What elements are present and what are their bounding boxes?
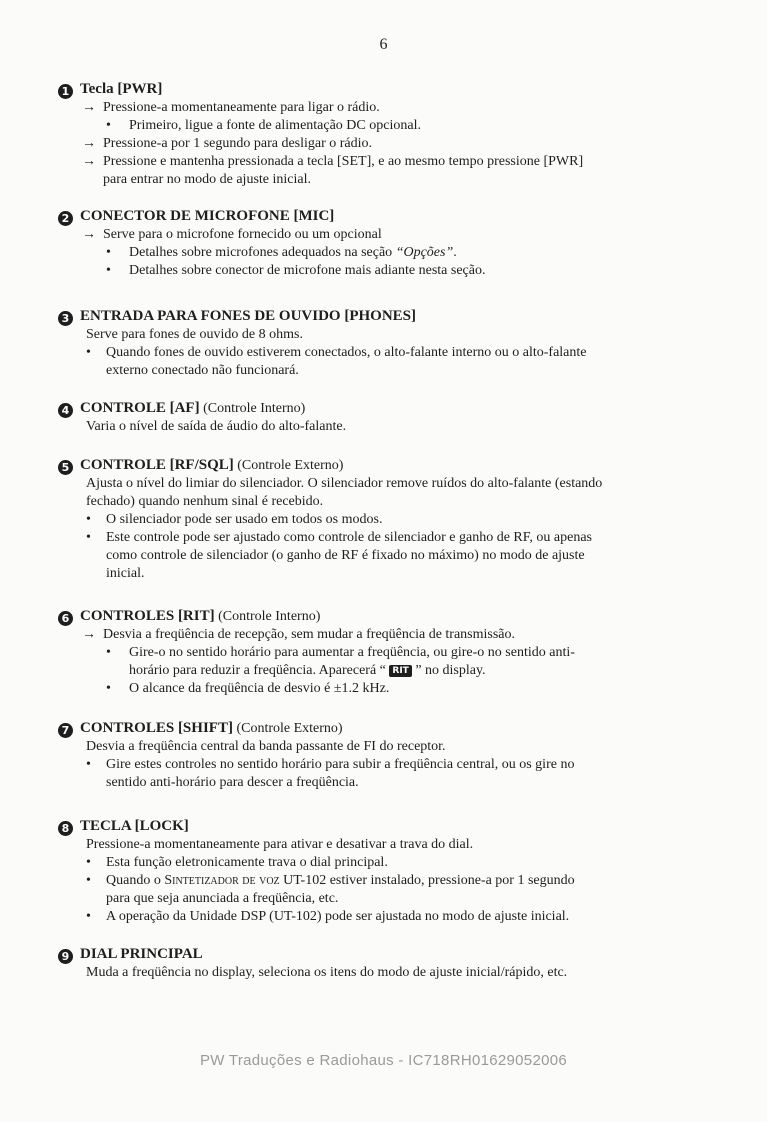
bullet-item-cont: para que seja anunciada a freqüência, etc.	[106, 891, 339, 906]
section-heading	[58, 80, 658, 99]
bullet-item: • A operação da Unidade DSP (UT-102) pode ser ajustada no modo de ajuste inicial.	[86, 909, 570, 924]
arrow-icon: →	[82, 227, 96, 242]
bullet-item: • Este controle pode ser ajustado como controle de silenciador e ganho de RF, ou apenas	[86, 530, 593, 545]
bullet-icon: •	[86, 909, 91, 924]
section-heading	[58, 307, 658, 326]
section-heading: 6 CONTROLES [RIT] (Controle Interno)	[58, 607, 658, 626]
section-lock	[58, 817, 658, 926]
heading-title: CONECTOR DE MICROFONE [MIC]	[80, 208, 335, 224]
heading-title: CONTROLE [AF]	[80, 400, 200, 416]
bullet-item-cont: como controle de silenciador (o ganho de RF é fixado no máximo) no modo de ajuste	[106, 548, 585, 563]
number-marker: 3	[58, 311, 73, 326]
number-marker: 2	[58, 211, 73, 226]
bullet-item: • Gire-o no sentido horário para aumentar a freqüência, ou gire-o no sentido anti-	[106, 645, 575, 660]
text-line: Varia o nível de saída de áudio do alto-falante.	[86, 419, 347, 434]
bullet-icon: •	[106, 245, 111, 260]
number-marker: 1	[58, 84, 73, 99]
arrow-icon: →	[82, 100, 96, 115]
bullet-icon: •	[106, 681, 111, 696]
rit-indicator-icon: RIT	[389, 665, 411, 677]
text-line: Pressione-a momentaneamente para ativar e desativar a trava do dial.	[86, 837, 474, 852]
bullet-icon: •	[86, 530, 91, 545]
bullet-icon: •	[86, 873, 91, 888]
number-marker: 9	[58, 949, 73, 964]
number-marker: 6	[58, 611, 73, 626]
bullet-icon: •	[86, 512, 91, 527]
bullet-item-cont: horário para reduzir a freqüência. Aparecerá “ RIT ” no display.	[129, 663, 486, 678]
section-pwr	[58, 80, 658, 189]
section-mic	[58, 207, 658, 280]
arrow-item: → Serve para o microfone fornecido ou um opcional	[82, 227, 382, 242]
bullet-item: • O silenciador pode ser usado em todos os modos.	[86, 512, 383, 527]
bullet-item: • Quando o Sintetizador de voz UT-102 estiver instalado, pressione-a por 1 segundo	[86, 873, 575, 888]
number-marker: 7	[58, 723, 73, 738]
bullet-item: • Esta função eletronicamente trava o dial principal.	[86, 855, 388, 870]
text-line: Serve para fones de ouvido de 8 ohms.	[86, 327, 303, 342]
page-number: 6	[379, 36, 388, 53]
section-heading: 7 CONTROLES [SHIFT] (Controle Externo)	[58, 719, 658, 738]
heading-title: TECLA [LOCK]	[80, 818, 189, 834]
text-line: Muda a freqüência no display, seleciona os itens do modo de ajuste inicial/rápido, etc.	[86, 965, 568, 980]
arrow-item: → Desvia a freqüência de recepção, sem mudar a freqüência de transmissão.	[82, 627, 516, 642]
heading-title: Tecla [PWR]	[80, 81, 163, 97]
heading-title: CONTROLES [SHIFT]	[80, 720, 233, 736]
section-af	[58, 399, 658, 436]
bullet-item: • Quando fones de ouvido estiverem conectados, o alto-falante interno ou o alto-falante	[86, 345, 587, 360]
number-marker: 5	[58, 460, 73, 475]
arrow-item-cont: para entrar no modo de ajuste inicial.	[103, 172, 311, 187]
bullet-item: • Detalhes sobre conector de microfone mais adiante nesta seção.	[106, 263, 486, 278]
bullet-icon: •	[106, 645, 111, 660]
text-line: Desvia a freqüência central da banda passante de FI do receptor.	[86, 739, 446, 754]
section-heading	[58, 945, 658, 964]
bullet-item: • Primeiro, ligue a fonte de alimentação DC opcional.	[106, 118, 421, 133]
section-rf-sql	[58, 456, 658, 583]
bullet-icon: •	[86, 855, 91, 870]
bullet-icon: •	[106, 263, 111, 278]
bullet-item: • Detalhes sobre microfones adequados na seção “Opções”.	[106, 245, 457, 260]
text-line: fechado) quando nenhum sinal é recebido.	[86, 494, 324, 509]
heading-title: CONTROLE [RF/SQL]	[80, 457, 234, 473]
bullet-item-cont: inicial.	[106, 566, 145, 581]
arrow-icon: →	[82, 154, 96, 169]
section-phones	[58, 307, 658, 380]
section-heading: 4 CONTROLE [AF] (Controle Interno)	[58, 399, 658, 418]
bullet-icon: •	[106, 118, 111, 133]
heading-title: CONTROLES [RIT]	[80, 608, 215, 624]
bullet-item: • O alcance da freqüência de desvio é ±1.2 kHz.	[106, 681, 390, 696]
number-marker: 8	[58, 821, 73, 836]
footer-watermark: PW Traduções e Radiohaus - IC718RH01629052006	[199, 1052, 568, 1069]
heading-title: ENTRADA PARA FONES DE OUVIDO [PHONES]	[80, 308, 416, 324]
bullet-item-cont: externo conectado não funcionará.	[106, 363, 299, 378]
bullet-icon: •	[86, 757, 91, 772]
arrow-item: → Pressione-a por 1 segundo para desligar o rádio.	[82, 136, 373, 151]
text-line: Ajusta o nível do limiar do silenciador. O silenciador remove ruídos do alto-falante (estando	[86, 476, 603, 491]
section-heading	[58, 207, 658, 226]
arrow-icon: →	[82, 136, 96, 151]
heading-title: DIAL PRINCIPAL	[80, 946, 203, 962]
section-heading	[58, 817, 658, 836]
bullet-item: • Gire estes controles no sentido horário para subir a freqüência central, ou os gire no	[86, 757, 575, 772]
section-heading: 5 CONTROLE [RF/SQL] (Controle Externo)	[58, 456, 658, 475]
bullet-item-cont: sentido anti-horário para descer a freqüência.	[106, 775, 359, 790]
arrow-icon: →	[82, 627, 96, 642]
section-shift	[58, 719, 658, 792]
section-rit	[58, 607, 658, 698]
section-main-dial	[58, 945, 658, 982]
number-marker: 4	[58, 403, 73, 418]
bullet-icon: •	[86, 345, 91, 360]
arrow-item: → Pressione-a momentaneamente para ligar o rádio.	[82, 100, 380, 115]
arrow-item: → Pressione e mantenha pressionada a tecla [SET], e ao mesmo tempo pressione [PWR]	[82, 154, 584, 169]
